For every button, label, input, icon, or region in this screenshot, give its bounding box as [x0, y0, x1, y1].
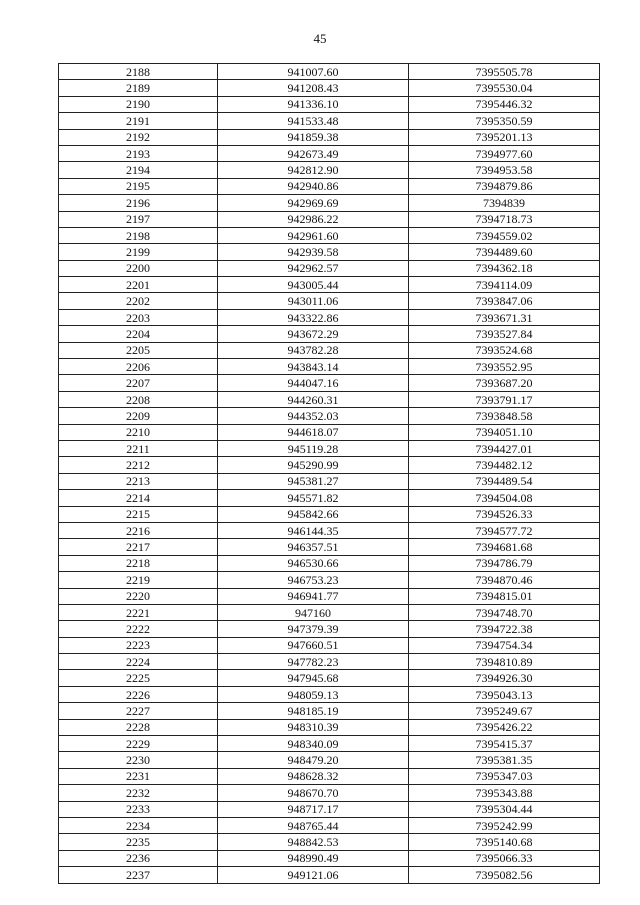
x-coordinate-cell: 946357.51 [218, 539, 409, 555]
table-row [59, 621, 600, 637]
point-number-cell: 2192 [59, 129, 218, 145]
table-row [59, 64, 600, 80]
point-number-cell: 2193 [59, 145, 218, 161]
y-coordinate-cell: 7395043.13 [409, 686, 600, 702]
y-coordinate-cell: 7394718.73 [409, 211, 600, 227]
x-coordinate-cell: 943782.28 [218, 342, 409, 358]
y-coordinate-cell: 7393791.17 [409, 391, 600, 407]
x-coordinate-cell: 946530.66 [218, 555, 409, 571]
table-row [59, 522, 600, 538]
x-coordinate-cell: 948059.13 [218, 686, 409, 702]
y-coordinate-cell: 7394953.58 [409, 162, 600, 178]
point-number-cell: 2213 [59, 473, 218, 489]
x-coordinate-cell: 947660.51 [218, 637, 409, 653]
table-row [59, 670, 600, 686]
point-number-cell: 2236 [59, 850, 218, 866]
y-coordinate-cell: 7394815.01 [409, 588, 600, 604]
y-coordinate-cell: 7394681.68 [409, 539, 600, 555]
y-coordinate-cell: 7394482.12 [409, 457, 600, 473]
x-coordinate-cell: 942969.69 [218, 195, 409, 211]
x-coordinate-cell: 949121.06 [218, 867, 409, 883]
x-coordinate-cell: 948185.19 [218, 703, 409, 719]
table-row [59, 604, 600, 620]
table-row [59, 850, 600, 866]
y-coordinate-cell: 7394977.60 [409, 145, 600, 161]
y-coordinate-cell: 7395066.33 [409, 850, 600, 866]
point-number-cell: 2222 [59, 621, 218, 637]
point-number-cell: 2209 [59, 408, 218, 424]
point-number-cell: 2195 [59, 178, 218, 194]
x-coordinate-cell: 942939.58 [218, 244, 409, 260]
page-number: 45 [313, 31, 327, 46]
point-number-cell: 2211 [59, 440, 218, 456]
table-row [59, 145, 600, 161]
y-coordinate-cell: 7394810.89 [409, 654, 600, 670]
table-row [59, 342, 600, 358]
y-coordinate-cell: 7393552.95 [409, 359, 600, 375]
x-coordinate-cell: 943843.14 [218, 359, 409, 375]
point-number-cell: 2202 [59, 293, 218, 309]
table-row [59, 260, 600, 276]
y-coordinate-cell: 7395304.44 [409, 801, 600, 817]
point-number-cell: 2230 [59, 752, 218, 768]
point-number-cell: 2232 [59, 785, 218, 801]
coordinates-table [58, 63, 600, 884]
y-coordinate-cell: 7393671.31 [409, 309, 600, 325]
y-coordinate-cell: 7395201.13 [409, 129, 600, 145]
x-coordinate-cell: 941336.10 [218, 96, 409, 112]
x-coordinate-cell: 947160 [218, 604, 409, 620]
x-coordinate-cell: 942961.60 [218, 227, 409, 243]
x-coordinate-cell: 945119.28 [218, 440, 409, 456]
table-row [59, 424, 600, 440]
table-row [59, 162, 600, 178]
point-number-cell: 2207 [59, 375, 218, 391]
table-row [59, 555, 600, 571]
y-coordinate-cell: 7395140.68 [409, 834, 600, 850]
y-coordinate-cell: 7394051.10 [409, 424, 600, 440]
y-coordinate-cell: 7394926.30 [409, 670, 600, 686]
x-coordinate-cell: 941208.43 [218, 80, 409, 96]
table-row [59, 178, 600, 194]
table-row [59, 785, 600, 801]
y-coordinate-cell: 7393847.06 [409, 293, 600, 309]
y-coordinate-cell: 7394786.79 [409, 555, 600, 571]
y-coordinate-cell: 7393848.58 [409, 408, 600, 424]
point-number-cell: 2201 [59, 277, 218, 293]
y-coordinate-cell: 7394526.33 [409, 506, 600, 522]
x-coordinate-cell: 942940.86 [218, 178, 409, 194]
x-coordinate-cell: 943011.06 [218, 293, 409, 309]
y-coordinate-cell: 7395347.03 [409, 768, 600, 784]
x-coordinate-cell: 942962.57 [218, 260, 409, 276]
table-row [59, 752, 600, 768]
table-row [59, 572, 600, 588]
y-coordinate-cell: 7394427.01 [409, 440, 600, 456]
y-coordinate-cell: 7395343.88 [409, 785, 600, 801]
point-number-cell: 2233 [59, 801, 218, 817]
point-number-cell: 2215 [59, 506, 218, 522]
point-number-cell: 2228 [59, 719, 218, 735]
table-row [59, 96, 600, 112]
y-coordinate-cell: 7395415.37 [409, 736, 600, 752]
point-number-cell: 2196 [59, 195, 218, 211]
table-row [59, 129, 600, 145]
point-number-cell: 2194 [59, 162, 218, 178]
table-row [59, 801, 600, 817]
x-coordinate-cell: 942986.22 [218, 211, 409, 227]
x-coordinate-cell: 948310.39 [218, 719, 409, 735]
y-coordinate-cell: 7394748.70 [409, 604, 600, 620]
point-number-cell: 2224 [59, 654, 218, 670]
point-number-cell: 2226 [59, 686, 218, 702]
table-row [59, 113, 600, 129]
table-row [59, 391, 600, 407]
table-row [59, 473, 600, 489]
x-coordinate-cell: 945290.99 [218, 457, 409, 473]
y-coordinate-cell: 7394754.34 [409, 637, 600, 653]
point-number-cell: 2190 [59, 96, 218, 112]
y-coordinate-cell: 7394879.86 [409, 178, 600, 194]
y-coordinate-cell: 7395381.35 [409, 752, 600, 768]
x-coordinate-cell: 943672.29 [218, 326, 409, 342]
x-coordinate-cell: 942673.49 [218, 145, 409, 161]
point-number-cell: 2225 [59, 670, 218, 686]
table-row [59, 768, 600, 784]
table-row [59, 195, 600, 211]
table-row [59, 80, 600, 96]
point-number-cell: 2210 [59, 424, 218, 440]
x-coordinate-cell: 941859.38 [218, 129, 409, 145]
table-row [59, 490, 600, 506]
x-coordinate-cell: 948990.49 [218, 850, 409, 866]
y-coordinate-cell: 7395242.99 [409, 817, 600, 833]
point-number-cell: 2198 [59, 227, 218, 243]
x-coordinate-cell: 944618.07 [218, 424, 409, 440]
table-row [59, 326, 600, 342]
point-number-cell: 2218 [59, 555, 218, 571]
point-number-cell: 2214 [59, 490, 218, 506]
point-number-cell: 2223 [59, 637, 218, 653]
y-coordinate-cell: 7394577.72 [409, 522, 600, 538]
y-coordinate-cell: 7394489.60 [409, 244, 600, 260]
x-coordinate-cell: 947945.68 [218, 670, 409, 686]
x-coordinate-cell: 946753.23 [218, 572, 409, 588]
point-number-cell: 2231 [59, 768, 218, 784]
x-coordinate-cell: 944352.03 [218, 408, 409, 424]
x-coordinate-cell: 945381.27 [218, 473, 409, 489]
point-number-cell: 2219 [59, 572, 218, 588]
x-coordinate-cell: 948842.53 [218, 834, 409, 850]
table-row [59, 293, 600, 309]
x-coordinate-cell: 948479.20 [218, 752, 409, 768]
point-number-cell: 2234 [59, 817, 218, 833]
y-coordinate-cell: 7395426.22 [409, 719, 600, 735]
point-number-cell: 2206 [59, 359, 218, 375]
table-row [59, 440, 600, 456]
table-row [59, 277, 600, 293]
y-coordinate-cell: 7395350.59 [409, 113, 600, 129]
table-row [59, 408, 600, 424]
table-row [59, 817, 600, 833]
table-row [59, 588, 600, 604]
point-number-cell: 2189 [59, 80, 218, 96]
x-coordinate-cell: 941007.60 [218, 64, 409, 80]
y-coordinate-cell: 7394870.46 [409, 572, 600, 588]
y-coordinate-cell: 7395530.04 [409, 80, 600, 96]
y-coordinate-cell: 7393527.84 [409, 326, 600, 342]
table-row [59, 719, 600, 735]
x-coordinate-cell: 946144.35 [218, 522, 409, 538]
table-row [59, 309, 600, 325]
table-row [59, 834, 600, 850]
point-number-cell: 2191 [59, 113, 218, 129]
y-coordinate-cell: 7394489.54 [409, 473, 600, 489]
y-coordinate-cell: 7393524.68 [409, 342, 600, 358]
table-row [59, 457, 600, 473]
table-row [59, 539, 600, 555]
point-number-cell: 2199 [59, 244, 218, 260]
x-coordinate-cell: 948670.70 [218, 785, 409, 801]
point-number-cell: 2227 [59, 703, 218, 719]
point-number-cell: 2235 [59, 834, 218, 850]
x-coordinate-cell: 943005.44 [218, 277, 409, 293]
table-row [59, 654, 600, 670]
table-row [59, 637, 600, 653]
x-coordinate-cell: 947379.39 [218, 621, 409, 637]
point-number-cell: 2204 [59, 326, 218, 342]
table-row [59, 686, 600, 702]
point-number-cell: 2237 [59, 867, 218, 883]
y-coordinate-cell: 7394722.38 [409, 621, 600, 637]
y-coordinate-cell: 7393687.20 [409, 375, 600, 391]
point-number-cell: 2220 [59, 588, 218, 604]
x-coordinate-cell: 947782.23 [218, 654, 409, 670]
point-number-cell: 2221 [59, 604, 218, 620]
point-number-cell: 2197 [59, 211, 218, 227]
table-row [59, 867, 600, 883]
point-number-cell: 2200 [59, 260, 218, 276]
y-coordinate-cell: 7394114.09 [409, 277, 600, 293]
x-coordinate-cell: 941533.48 [218, 113, 409, 129]
x-coordinate-cell: 942812.90 [218, 162, 409, 178]
point-number-cell: 2205 [59, 342, 218, 358]
table-row [59, 736, 600, 752]
table-row [59, 359, 600, 375]
y-coordinate-cell: 7394504.08 [409, 490, 600, 506]
table-row [59, 211, 600, 227]
x-coordinate-cell: 946941.77 [218, 588, 409, 604]
y-coordinate-cell: 7394559.02 [409, 227, 600, 243]
table-row [59, 375, 600, 391]
x-coordinate-cell: 948340.09 [218, 736, 409, 752]
table-row [59, 227, 600, 243]
point-number-cell: 2212 [59, 457, 218, 473]
table-row [59, 703, 600, 719]
point-number-cell: 2217 [59, 539, 218, 555]
x-coordinate-cell: 944047.16 [218, 375, 409, 391]
x-coordinate-cell: 944260.31 [218, 391, 409, 407]
table-row [59, 244, 600, 260]
x-coordinate-cell: 948628.32 [218, 768, 409, 784]
point-number-cell: 2229 [59, 736, 218, 752]
y-coordinate-cell: 7395505.78 [409, 64, 600, 80]
x-coordinate-cell: 945571.82 [218, 490, 409, 506]
x-coordinate-cell: 945842.66 [218, 506, 409, 522]
x-coordinate-cell: 943322.86 [218, 309, 409, 325]
y-coordinate-cell: 7394362.18 [409, 260, 600, 276]
x-coordinate-cell: 948717.17 [218, 801, 409, 817]
table-row [59, 506, 600, 522]
y-coordinate-cell: 7395446.32 [409, 96, 600, 112]
point-number-cell: 2216 [59, 522, 218, 538]
coordinates-table-body [59, 64, 600, 884]
point-number-cell: 2208 [59, 391, 218, 407]
y-coordinate-cell: 7394839 [409, 195, 600, 211]
x-coordinate-cell: 948765.44 [218, 817, 409, 833]
y-coordinate-cell: 7395249.67 [409, 703, 600, 719]
point-number-cell: 2203 [59, 309, 218, 325]
point-number-cell: 2188 [59, 64, 218, 80]
y-coordinate-cell: 7395082.56 [409, 867, 600, 883]
